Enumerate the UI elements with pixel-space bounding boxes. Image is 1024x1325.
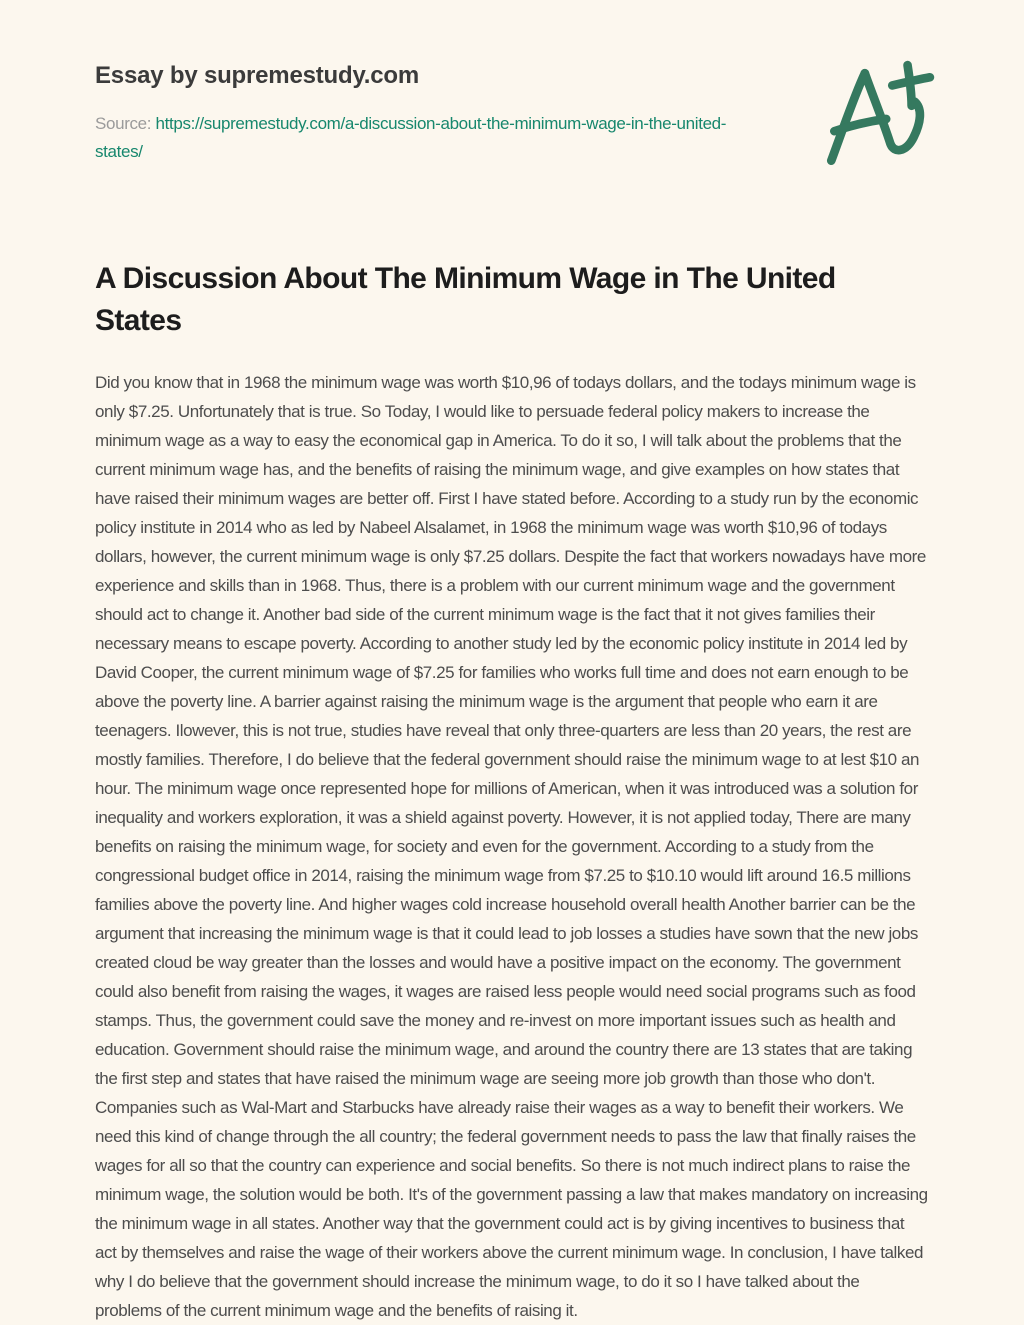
source-label: Source: xyxy=(95,114,152,133)
essay-body-text: Did you know that in 1968 the minimum wage was worth $10,96 of todays dollars, and the todays minimum wage is only $7.25. Unfortunately that is true. So Today, I would like to persuade federal policy makers to increase the minimum wage as a way to easy the economical gap in America. To do it so, I will talk about the problems that the current minimum wage has, and the benefits of raising the minimum wage, and give examples on how states that have raised their minimum wages are better off. First I have stated before. According to a study run by the economic policy institute in 2014 who as led by Nabeel Alsalamet, in 1968 the minimum wage was worth $10,96 of todays dollars, however, the current minimum wage is only $7.25 dollars. Despite the fact that workers nowadays have more experience and skills than in 1968. Thus, there is a problem with our current minimum wage and the government should act to change it. Another bad side of the current minimum wage is the fact that it not gives families their necessary means to escape poverty. According to another study led by the economic policy institute in 2014 led by David Cooper, the current minimum wage of $7.25 for families who works full time and does not earn enough to be above the poverty line. A barrier against raising the minimum wage is the argument that people who earn it are teenagers. Ilowever, this is not true, studies have reveal that only three-quarters are less than 20 years, the rest are mostly families. Therefore, I do believe that the federal government should raise the minimum wage to at lest $10 an hour. The minimum wage once represented hope for millions of American, when it was introduced was a solution for inequality and workers exploration, it was a shield against poverty. However, it is not applied today, There are many benefits on raising the minimum wage, for society and even for the government. According to a study from the congressional budget office in 2014, raising the minimum wage from $7.25 to $10.10 would lift around 16.5 millions families above the poverty line. And higher wages cold increase household overall health Another barrier can be the argument that increasing the minimum wage is that it could lead to job losses a studies have sown that the new jobs created cloud be way greater than the losses and would have a positive impact on the economy. The government could also benefit from raising the wages, it wages are raised less people would need social programs such as food stamps. Thus, the government could save the money and re-invest on more important issues such as health and education. Government should raise the minimum wage, and around the country there are 13 states that are taking the first step and states that have raised the minimum wage are seeing more job growth than those who don't. Companies such as Wal-Mart and Starbucks have already raise their wages as a way to benefit their workers. We need this kind of change through the all country; the federal government needs to pass the law that finally raises the wages for all so that the country can experience and social benefits. So there is not much indirect plans to raise the minimum wage, the solution would be both. It's of the government passing a law that makes mandatory on increasing the minimum wage in all states. Another way that the government could act is by giving incentives to business that act by themselves and raise the wage of their workers above the current minimum wage. In conclusion, I have talked why I do believe that the government should increase the minimum wage, to do it so I have talked about the problems of the current minimum wage and the benefits of raising it. xyxy=(95,373,928,1320)
source-link[interactable]: https://supremestudy.com/a-discussion-about-the-minimum-wage-in-the-united-states/ xyxy=(95,114,727,161)
essay-title: A Discussion About The Minimum Wage in The United States xyxy=(95,262,836,337)
site-header-title: Essay by supremestudy.com xyxy=(95,62,420,89)
source-line xyxy=(95,110,743,166)
a-plus-logo xyxy=(814,60,936,182)
